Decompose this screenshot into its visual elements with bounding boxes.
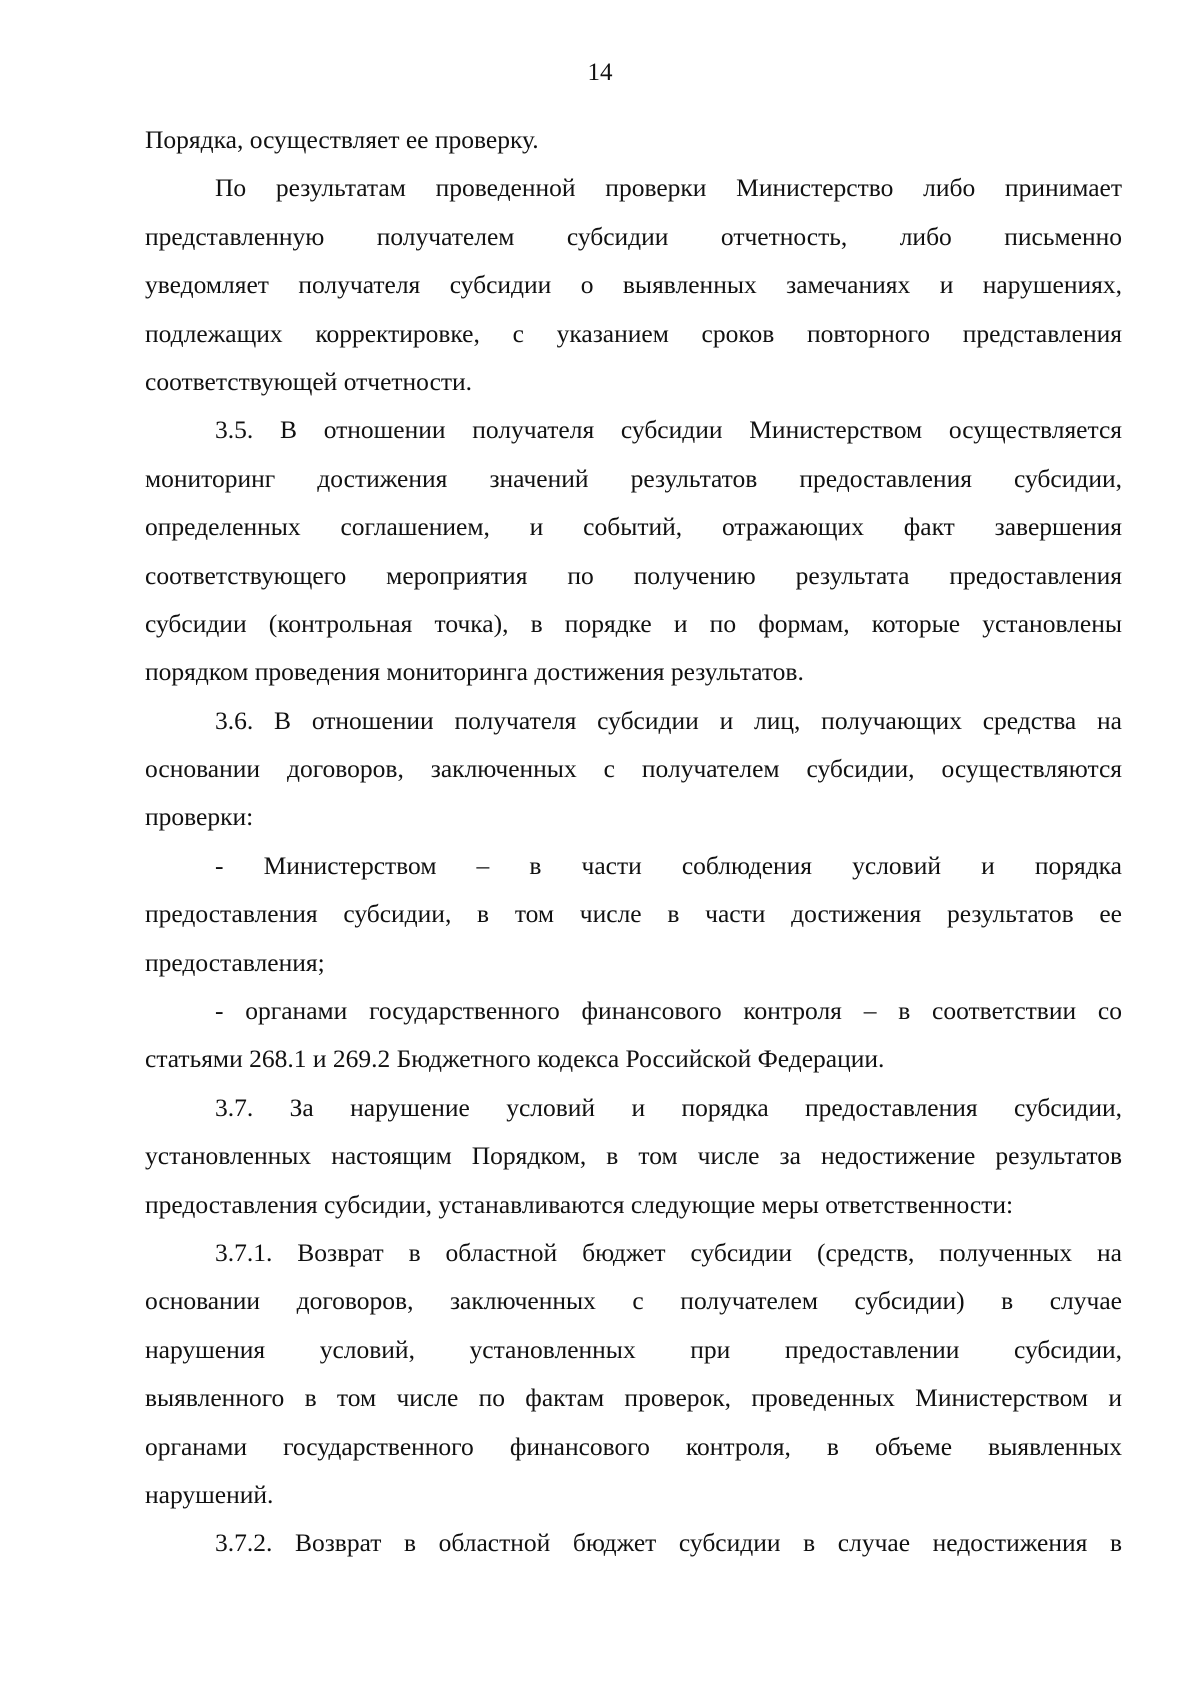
text-line: нарушений. (145, 1479, 274, 1509)
text-line: предоставления; (145, 947, 325, 977)
text-line: 3.6. В отношении получателя субсидии и лиц, получающих средства на (215, 705, 1122, 735)
text-line: подлежащих корректировке, с указанием сроков повторного представления (145, 318, 1122, 348)
text-line: органами государственного финансового контроля, в объеме выявленных (145, 1431, 1122, 1461)
text-line: - органами государственного финансового контроля – в соответствии со (215, 996, 1122, 1026)
text-line: 3.7.2. Возврат в областной бюджет субсидии в случае недостижения в (215, 1528, 1122, 1558)
text-line: По результатам проведенной проверки Министерство либо принимает (215, 173, 1122, 203)
body-text (145, 116, 1122, 1568)
text-line: 3.7.1. Возврат в областной бюджет субсидии (средств, полученных на (215, 1237, 1122, 1267)
text-line: Порядка, осуществляет ее проверку. (145, 125, 539, 154)
text-line: 3.5. В отношении получателя субсидии Министерством осуществляется (215, 415, 1122, 445)
text-line: предоставления субсидии, в том числе в части достижения результатов ее (145, 899, 1122, 929)
text-line: соответствующего мероприятия по получению результата предоставления (145, 560, 1122, 590)
text-line: уведомляет получателя субсидии о выявленных замечаниях и нарушениях, (145, 270, 1122, 300)
text-line: субсидии (контрольная точка), в порядке и по формам, которые установлены (145, 608, 1122, 638)
text-line: определенных соглашением, и событий, отражающих факт завершения (145, 512, 1122, 542)
text-line: представленную получателем субсидии отчетность, либо письменно (145, 221, 1122, 251)
text-line: установленных настоящим Порядком, в том числе за недостижение результатов (145, 1141, 1122, 1171)
text-line: предоставления субсидии, устанавливаются следующие меры ответственности: (145, 1189, 1014, 1219)
text-line: - Министерством – в части соблюдения условий и порядка (215, 850, 1122, 880)
text-line: статьями 268.1 и 269.2 Бюджетного кодекса Российской Федерации. (145, 1044, 885, 1074)
text-line: проверки: (145, 802, 254, 832)
text-line: соответствующей отчетности. (145, 366, 473, 396)
text-line: 3.7. За нарушение условий и порядка предоставления субсидии, (215, 1092, 1122, 1122)
text-line: порядком проведения мониторинга достижения результатов. (145, 657, 804, 687)
text-line: выявленного в том числе по фактам проверок, проведенных Министерством и (145, 1383, 1122, 1413)
text-line: основании договоров, заключенных с получателем субсидии, осуществляются (145, 754, 1122, 784)
text-line: нарушения условий, установленных при предоставлении субсидии, (145, 1334, 1122, 1364)
text-line: основании договоров, заключенных с получателем субсидии) в случае (145, 1286, 1122, 1316)
text-line: мониторинг достижения значений результатов предоставления субсидии, (145, 463, 1122, 493)
page-number: 14 (587, 59, 613, 86)
